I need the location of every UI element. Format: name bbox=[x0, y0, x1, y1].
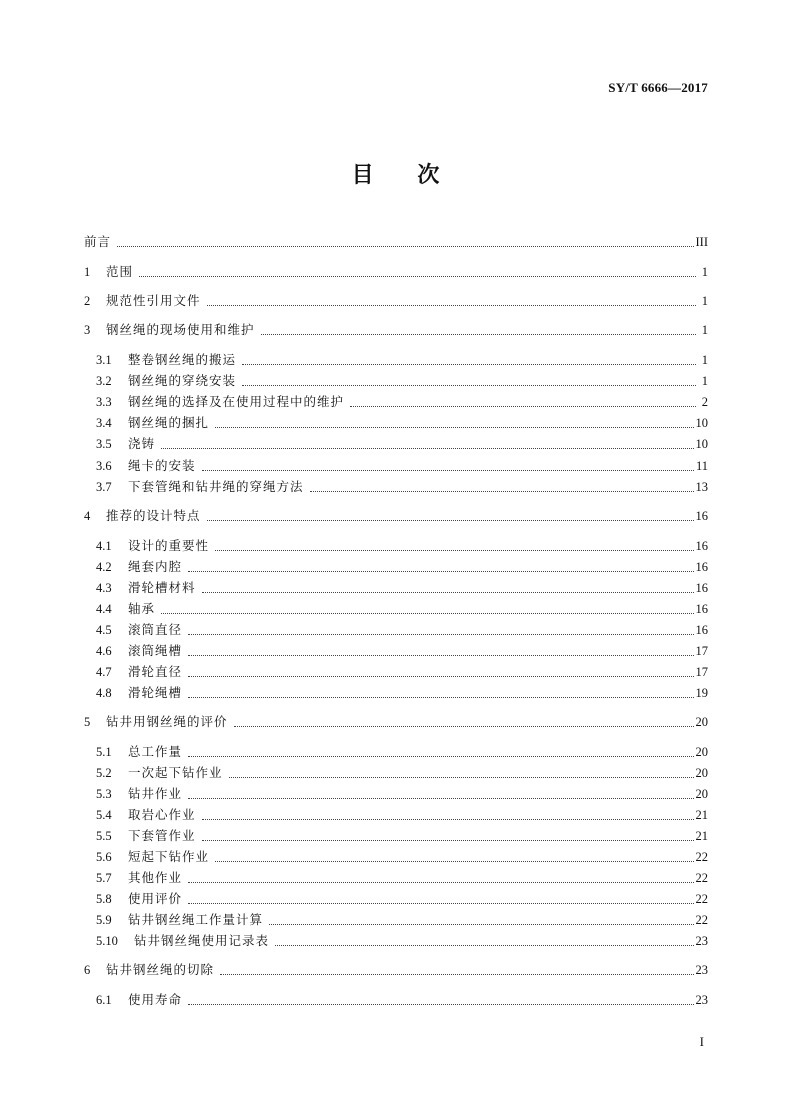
dot-leader bbox=[188, 899, 693, 904]
dot-leader bbox=[207, 301, 696, 306]
dot-leader bbox=[269, 920, 693, 925]
toc-entry-title: 钻井钢丝绳使用记录表 bbox=[134, 933, 270, 948]
toc-entry[interactable] bbox=[96, 765, 708, 781]
toc-entry-number: 5.7 bbox=[96, 871, 112, 885]
toc-entry[interactable] bbox=[84, 264, 708, 280]
toc-entry-number: 4.2 bbox=[96, 560, 112, 574]
dot-leader bbox=[117, 242, 693, 247]
toc-entry-page: 22 bbox=[695, 871, 708, 885]
dot-leader bbox=[188, 651, 693, 656]
toc-entry-page: 22 bbox=[695, 850, 708, 864]
toc-entry[interactable] bbox=[96, 479, 708, 495]
toc-entry-number: 6 bbox=[84, 963, 91, 977]
toc-entry-title: 浇铸 bbox=[128, 436, 156, 451]
toc-entry-number: 5.8 bbox=[96, 892, 112, 906]
dot-leader bbox=[188, 630, 693, 635]
toc-entry[interactable] bbox=[96, 664, 708, 680]
toc-entry[interactable] bbox=[96, 992, 708, 1008]
toc-entry-number: 3.1 bbox=[96, 353, 112, 367]
toc-entry-page: 16 bbox=[695, 539, 708, 553]
toc-entry-title: 滑轮绳槽 bbox=[128, 685, 183, 700]
toc-entry[interactable] bbox=[96, 436, 708, 452]
dot-leader bbox=[234, 722, 694, 727]
page-number: I bbox=[699, 1034, 704, 1049]
toc-entry-title: 钢丝绳的捆扎 bbox=[128, 415, 210, 430]
toc-entry-title: 推荐的设计特点 bbox=[106, 508, 201, 523]
toc-entry-page: 16 bbox=[695, 509, 708, 523]
toc-entry-title: 下套管作业 bbox=[128, 828, 196, 843]
toc-entry-title: 滑轮直径 bbox=[128, 664, 183, 679]
toc-entry-number: 4.4 bbox=[96, 602, 112, 616]
toc-entry[interactable] bbox=[96, 622, 708, 638]
dot-leader bbox=[188, 1000, 693, 1005]
toc-entry-page: 1 bbox=[701, 265, 708, 279]
toc-entry-page: 1 bbox=[701, 374, 708, 388]
toc-entry-title: 钻井钢丝绳工作量计算 bbox=[128, 912, 264, 927]
dot-leader bbox=[188, 794, 693, 799]
toc-entry-page: 20 bbox=[695, 715, 708, 729]
toc-entry-page: 16 bbox=[695, 560, 708, 574]
toc-entry[interactable] bbox=[96, 373, 708, 389]
toc-entry[interactable] bbox=[96, 828, 708, 844]
toc-entry[interactable] bbox=[96, 580, 708, 596]
toc-entry-page: 20 bbox=[695, 787, 708, 801]
toc-entry[interactable] bbox=[84, 714, 708, 730]
toc-entry[interactable] bbox=[96, 352, 708, 368]
toc-entry-page: 1 bbox=[701, 294, 708, 308]
dot-leader bbox=[188, 567, 693, 572]
dot-leader bbox=[161, 609, 693, 614]
toc-entry-title: 钢丝绳的穿绕安装 bbox=[128, 373, 237, 388]
dot-leader bbox=[139, 272, 696, 277]
toc-entry-page: 10 bbox=[695, 416, 708, 430]
toc-entry[interactable] bbox=[96, 807, 708, 823]
toc-entry-number: 4.7 bbox=[96, 665, 112, 679]
dot-leader bbox=[215, 423, 693, 428]
toc-entry-title: 一次起下钻作业 bbox=[128, 765, 223, 780]
dot-leader bbox=[220, 970, 693, 975]
toc-entry-number: 4.3 bbox=[96, 581, 112, 595]
toc-entry-page: 1 bbox=[701, 323, 708, 337]
toc-entry-page: 16 bbox=[695, 581, 708, 595]
toc-entry[interactable] bbox=[96, 415, 708, 431]
dot-leader bbox=[242, 360, 696, 365]
toc-entry-page: 1 bbox=[701, 353, 708, 367]
toc-entry-page: 16 bbox=[695, 623, 708, 637]
toc-entry-title: 规范性引用文件 bbox=[106, 293, 201, 308]
toc-entry-number: 4.6 bbox=[96, 644, 112, 658]
toc-entry-page: 23 bbox=[695, 934, 708, 948]
toc-entry-title: 轴承 bbox=[128, 601, 156, 616]
toc-entry[interactable] bbox=[96, 870, 708, 886]
toc-entry-page: 21 bbox=[695, 808, 708, 822]
toc-entry-title: 绳套内腔 bbox=[128, 559, 183, 574]
toc-entry-number: 3.2 bbox=[96, 374, 112, 388]
toc-entry[interactable] bbox=[84, 322, 708, 338]
dot-leader bbox=[188, 752, 693, 757]
dot-leader bbox=[202, 588, 694, 593]
toc-entry-page: 17 bbox=[695, 665, 708, 679]
toc-entry-page: 20 bbox=[695, 766, 708, 780]
toc-entry[interactable] bbox=[96, 559, 708, 575]
dot-leader bbox=[215, 857, 693, 862]
toc-entry-number: 4.1 bbox=[96, 539, 112, 553]
toc-entry-number: 4 bbox=[84, 509, 91, 523]
toc-entry-number: 5.1 bbox=[96, 745, 112, 759]
toc-entry-number: 5.5 bbox=[96, 829, 112, 843]
toc-entry-number: 5 bbox=[84, 715, 91, 729]
table-of-contents bbox=[84, 0, 708, 1113]
toc-entry-page: III bbox=[695, 235, 708, 249]
toc-entry-title: 钢丝绳的现场使用和维护 bbox=[106, 322, 255, 337]
toc-entry-title: 设计的重要性 bbox=[128, 538, 210, 553]
dot-leader bbox=[229, 773, 694, 778]
toc-entry-page: 21 bbox=[695, 829, 708, 843]
toc-entry-page: 2 bbox=[701, 395, 708, 409]
toc-entry-title: 整卷钢丝绳的搬运 bbox=[128, 352, 237, 367]
toc-entry[interactable] bbox=[84, 962, 708, 978]
toc-entry-number: 5.10 bbox=[96, 934, 118, 948]
dot-leader bbox=[275, 941, 693, 946]
toc-entry[interactable] bbox=[96, 891, 708, 907]
toc-entry-number: 3.5 bbox=[96, 437, 112, 451]
toc-entry-page: 22 bbox=[695, 913, 708, 927]
dot-leader bbox=[188, 878, 693, 883]
toc-entry[interactable] bbox=[84, 234, 708, 250]
toc-entry-number: 3.3 bbox=[96, 395, 112, 409]
toc-entry-number: 5.3 bbox=[96, 787, 112, 801]
toc-entry-number: 4.5 bbox=[96, 623, 112, 637]
toc-entry-title: 其他作业 bbox=[128, 870, 183, 885]
toc-entry[interactable] bbox=[84, 293, 708, 309]
toc-entry-number: 3 bbox=[84, 323, 91, 337]
page-title: 目 次 bbox=[351, 162, 441, 188]
toc-entry[interactable] bbox=[96, 458, 708, 474]
toc-entry-number: 1 bbox=[84, 265, 91, 279]
toc-entry-page: 11 bbox=[695, 459, 708, 473]
dot-leader bbox=[188, 693, 693, 698]
dot-leader bbox=[202, 836, 694, 841]
toc-entry-page: 13 bbox=[695, 480, 708, 494]
toc-entry-title: 滚筒直径 bbox=[128, 622, 183, 637]
dot-leader bbox=[261, 330, 696, 335]
toc-entry-page: 23 bbox=[695, 963, 708, 977]
toc-entry-title: 钢丝绳的选择及在使用过程中的维护 bbox=[128, 394, 345, 409]
dot-leader bbox=[207, 516, 694, 521]
toc-entry-title: 使用寿命 bbox=[128, 992, 183, 1007]
toc-entry[interactable] bbox=[96, 394, 708, 410]
toc-entry[interactable] bbox=[96, 786, 708, 802]
toc-entry-title: 滚筒绳槽 bbox=[128, 643, 183, 658]
toc-entry-title: 前言 bbox=[84, 234, 112, 249]
toc-entry-title: 取岩心作业 bbox=[128, 807, 196, 822]
toc-entry-number: 5.9 bbox=[96, 913, 112, 927]
toc-entry-title: 钻井钢丝绳的切除 bbox=[106, 962, 215, 977]
toc-entry-page: 17 bbox=[695, 644, 708, 658]
toc-entry-number: 5.6 bbox=[96, 850, 112, 864]
dot-leader bbox=[310, 487, 694, 492]
toc-entry-title: 钻井用钢丝绳的评价 bbox=[106, 714, 228, 729]
toc-entry-number: 6.1 bbox=[96, 993, 112, 1007]
toc-entry[interactable] bbox=[96, 744, 708, 760]
toc-entry-title: 总工作量 bbox=[128, 744, 183, 759]
toc-entry[interactable] bbox=[96, 933, 708, 949]
dot-leader bbox=[202, 815, 694, 820]
toc-entry-number: 5.2 bbox=[96, 766, 112, 780]
toc-entry-page: 16 bbox=[695, 602, 708, 616]
dot-leader bbox=[242, 381, 696, 386]
toc-entry-page: 10 bbox=[695, 437, 708, 451]
dot-leader bbox=[161, 444, 693, 449]
toc-entry-title: 使用评价 bbox=[128, 891, 183, 906]
toc-entry-page: 22 bbox=[695, 892, 708, 906]
toc-entry[interactable] bbox=[96, 538, 708, 554]
document-code: SY/T 6666—2017 bbox=[608, 80, 708, 95]
dot-leader bbox=[188, 672, 693, 677]
toc-entry[interactable] bbox=[96, 685, 708, 701]
toc-entry-number: 3.7 bbox=[96, 480, 112, 494]
toc-entry[interactable] bbox=[96, 601, 708, 617]
toc-entry-number: 5.4 bbox=[96, 808, 112, 822]
toc-entry-title: 绳卡的安装 bbox=[128, 458, 196, 473]
toc-entry-number: 4.8 bbox=[96, 686, 112, 700]
dot-leader bbox=[215, 546, 693, 551]
toc-entry-number: 2 bbox=[84, 294, 91, 308]
toc-entry-title: 范围 bbox=[106, 264, 134, 279]
toc-entry-number: 3.4 bbox=[96, 416, 112, 430]
toc-entry-title: 下套管绳和钻井绳的穿绳方法 bbox=[128, 479, 304, 494]
dot-leader bbox=[202, 466, 694, 471]
toc-entry-page: 20 bbox=[695, 745, 708, 759]
toc-entry-page: 23 bbox=[695, 993, 708, 1007]
dot-leader bbox=[350, 402, 696, 407]
toc-entry-page: 19 bbox=[695, 686, 708, 700]
toc-entry[interactable] bbox=[84, 508, 708, 524]
toc-entry-title: 滑轮槽材料 bbox=[128, 580, 196, 595]
toc-entry-title: 短起下钻作业 bbox=[128, 849, 210, 864]
toc-entry[interactable] bbox=[96, 643, 708, 659]
toc-entry[interactable] bbox=[96, 912, 708, 928]
toc-entry-number: 3.6 bbox=[96, 459, 112, 473]
toc-entry[interactable] bbox=[96, 849, 708, 865]
toc-entry-title: 钻井作业 bbox=[128, 786, 183, 801]
